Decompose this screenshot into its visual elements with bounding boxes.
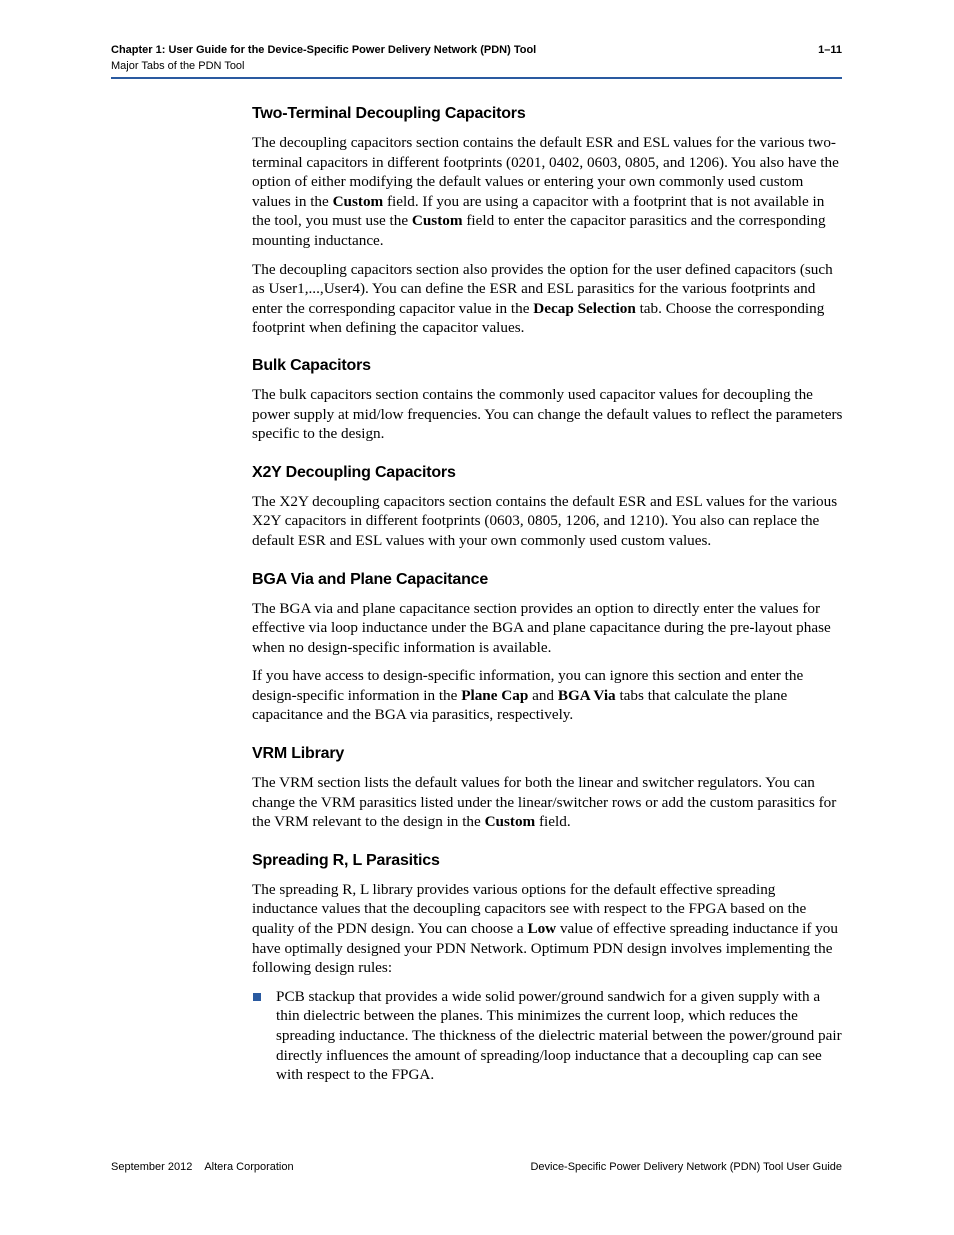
paragraph: The VRM section lists the default values for both the linear and switcher regulators. You can change the VRM parasitics listed under the linear/switcher rows or add the custom parasitics for the VRM relevant to the design in the Custom field.	[252, 774, 837, 831]
page-footer	[111, 1161, 842, 1173]
heading-bga: BGA Via and Plane Capacitance	[252, 570, 489, 588]
section-spreading	[252, 851, 844, 1085]
section-title: Major Tabs of the PDN Tool	[111, 60, 245, 72]
paragraph: The bulk capacitors section contains the commonly used capacitor values for decoupling the power supply at mid/low frequencies. You can change the default values to reflect the parameters specific to the design.	[252, 385, 843, 443]
list-item: PCB stackup that provides a wide solid power/ground sandwich for a given supply with a thin dielectric between the planes. This minimizes the current loop, which reduces the spreading inductance. The thickness of the dielectric material between the power/ground pair directly influences the amount of spreading/loop inductance that a decoupling cap can see with respect to the FPGA.	[252, 987, 844, 1085]
section-x2y	[252, 463, 844, 551]
section-bulk	[252, 356, 844, 444]
paragraph: The decoupling capacitors section contains the default ESR and ESL values for the various two-terminal capacitors in different footprints (0201, 0402, 0603, 0805, and 1206). You also have the option of either modifying the default values or entering your own commonly used custom values in the Custom field. If you are using a capacitor with a footprint that is not available in the tool, you must use the Custom field to enter the capacitor parasitics and the corresponding mounting inductance.	[252, 134, 839, 249]
heading-x2y: X2Y Decoupling Capacitors	[252, 463, 456, 481]
paragraph: The BGA via and plane capacitance section provides an option to directly enter the values for effective via loop inductance under the BGA and plane capacitance during the pre-layout phase when no design-specific information is available.	[252, 599, 831, 656]
chapter-title: Chapter 1: User Guide for the Device-Specific Power Delivery Network (PDN) Tool	[111, 44, 537, 56]
footer-guide-title: Device-Specific Power Delivery Network (PDN) Tool User Guide	[530, 1161, 842, 1173]
header-rule	[111, 77, 842, 79]
main-content	[252, 104, 844, 1104]
paragraph: The decoupling capacitors section also provides the option for the user defined capacitors (such as User1,...,User4). You can define the ESR and ESL parasitics for the various footprints and enter the corresponding capacitor value in the Decap Selection tab. Choose the corresponding footprint when defining the capacitor values.	[252, 260, 833, 337]
page-number: 1–11	[818, 44, 842, 56]
heading-bulk: Bulk Capacitors	[252, 356, 371, 374]
footer-date: September 2012	[111, 1161, 193, 1173]
footer-company: Altera Corporation	[204, 1161, 294, 1173]
section-bga	[252, 570, 844, 726]
section-two-terminal	[252, 104, 844, 338]
paragraph: The X2Y decoupling capacitors section contains the default ESR and ESL values for the various X2Y capacitors in different footprints (0603, 0805, 1206, and 1210). You also can replace the default ESR and ESL values with your own commonly used custom values.	[252, 492, 838, 549]
section-vrm	[252, 744, 844, 832]
heading-vrm: VRM Library	[252, 745, 345, 763]
paragraph: If you have access to design-specific information, you can ignore this section and enter the design-specific information in the Plane Cap and BGA Via tabs that calculate the plane capacitance and the BGA via parasitics, respectively.	[252, 667, 804, 724]
heading-two-terminal: Two-Terminal Decoupling Capacitors	[252, 105, 526, 122]
paragraph: The spreading R, L library provides various options for the default effective spreading inductance values that the decoupling capacitors see with respect to the FPGA based on the quality of the PDN design. You can choose a Low value of effective spreading inductance if you have optimally designed your PDN Network. Optimum PDN design involves implementing the following design rules:	[252, 880, 838, 977]
heading-spreading: Spreading R, L Parasitics	[252, 851, 440, 869]
bullet-square-icon	[253, 993, 261, 1001]
page-header	[111, 42, 842, 74]
